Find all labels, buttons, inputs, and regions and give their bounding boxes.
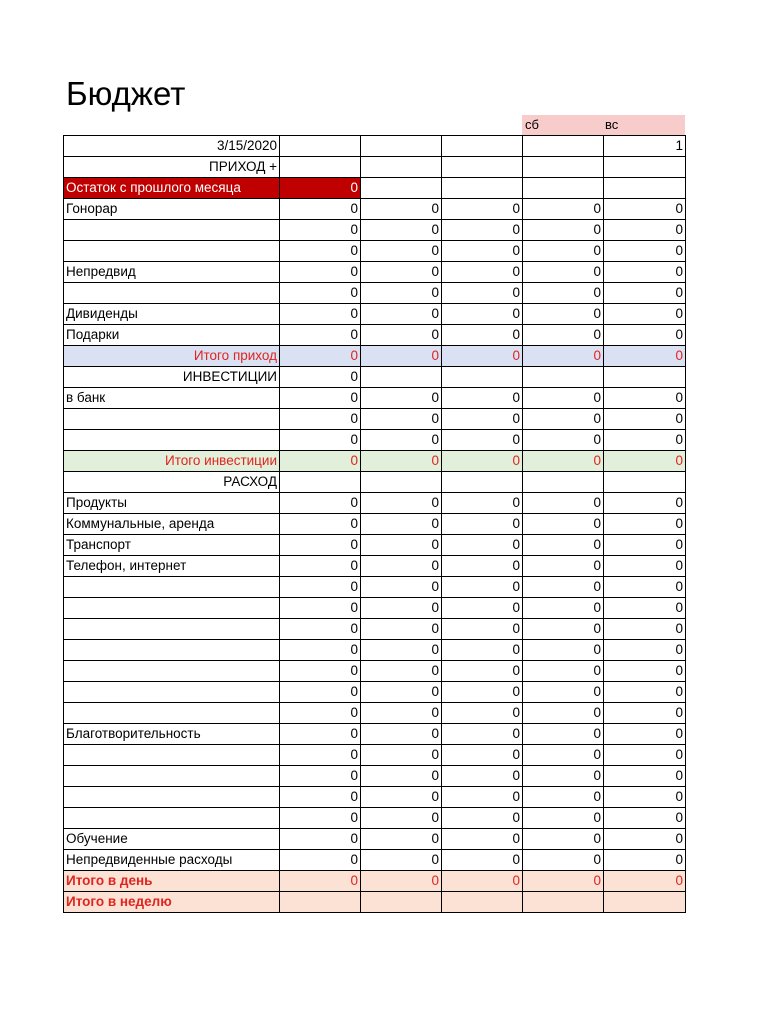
day-saturday: сб xyxy=(525,117,539,132)
value-cell[interactable]: 0 xyxy=(523,514,604,535)
income-row xyxy=(64,325,686,346)
value-cell[interactable]: 0 xyxy=(604,451,686,472)
value-cell[interactable]: 0 xyxy=(280,262,361,283)
expense-row xyxy=(64,745,686,766)
value-cell[interactable]: 0 xyxy=(604,556,686,577)
value-cell[interactable]: 0 xyxy=(361,682,442,703)
value-cell[interactable]: 0 xyxy=(280,367,361,388)
row-label[interactable]: Итого приход xyxy=(64,346,280,367)
row-label[interactable]: Подарки xyxy=(64,325,280,346)
empty-cell[interactable] xyxy=(442,178,523,199)
value-cell[interactable]: 0 xyxy=(280,871,361,892)
value-cell[interactable]: 0 xyxy=(442,388,523,409)
value-cell[interactable]: 0 xyxy=(361,619,442,640)
value-cell[interactable]: 0 xyxy=(442,871,523,892)
value-cell[interactable]: 0 xyxy=(280,787,361,808)
weekday-header xyxy=(522,115,685,135)
row-label[interactable]: Продукты xyxy=(64,493,280,514)
value-cell[interactable]: 0 xyxy=(523,451,604,472)
value-cell[interactable]: 0 xyxy=(280,514,361,535)
value-cell[interactable]: 0 xyxy=(361,829,442,850)
value-cell[interactable]: 0 xyxy=(604,829,686,850)
value-cell[interactable]: 0 xyxy=(523,787,604,808)
value-cell[interactable]: 0 xyxy=(361,514,442,535)
value-cell[interactable]: 0 xyxy=(361,241,442,262)
empty-cell[interactable] xyxy=(604,157,686,178)
value-cell[interactable]: 0 xyxy=(442,493,523,514)
value-cell[interactable]: 0 xyxy=(442,598,523,619)
value-cell[interactable]: 0 xyxy=(442,766,523,787)
value-cell[interactable]: 0 xyxy=(361,283,442,304)
value-cell[interactable]: 0 xyxy=(604,262,686,283)
empty-cell[interactable] xyxy=(604,367,686,388)
value-cell[interactable]: 0 xyxy=(604,871,686,892)
empty-cell[interactable] xyxy=(361,157,442,178)
value-cell[interactable]: 0 xyxy=(604,619,686,640)
section-title[interactable]: ПРИХОД + xyxy=(64,157,280,178)
income-section-header xyxy=(64,157,686,178)
income-row xyxy=(64,304,686,325)
daily-total-row xyxy=(64,871,686,892)
investment-row xyxy=(64,409,686,430)
expense-row xyxy=(64,493,686,514)
empty-cell[interactable] xyxy=(442,157,523,178)
income-row xyxy=(64,241,686,262)
value-cell[interactable]: 0 xyxy=(604,577,686,598)
value-cell[interactable]: 0 xyxy=(604,220,686,241)
value-cell[interactable]: 0 xyxy=(280,703,361,724)
income-total-row xyxy=(64,346,686,367)
income-row xyxy=(64,199,686,220)
value-cell[interactable]: 0 xyxy=(442,745,523,766)
value-cell[interactable]: 0 xyxy=(523,808,604,829)
value-cell[interactable]: 0 xyxy=(280,283,361,304)
prev-month-value[interactable]: 0 xyxy=(280,178,361,199)
row-label[interactable] xyxy=(64,619,280,640)
value-cell[interactable]: 0 xyxy=(523,640,604,661)
expense-row xyxy=(64,766,686,787)
row-label[interactable] xyxy=(64,766,280,787)
value-cell[interactable]: 0 xyxy=(361,598,442,619)
row-label[interactable]: Коммунальные, аренда xyxy=(64,514,280,535)
value-cell[interactable]: 0 xyxy=(604,598,686,619)
value-cell[interactable]: 0 xyxy=(442,850,523,871)
empty-cell[interactable] xyxy=(604,892,686,913)
value-cell[interactable]: 0 xyxy=(523,829,604,850)
value-cell[interactable]: 0 xyxy=(280,199,361,220)
empty-cell[interactable] xyxy=(523,472,604,493)
row-label[interactable]: Итого в неделю xyxy=(64,892,280,913)
value-cell[interactable]: 0 xyxy=(442,787,523,808)
value-cell[interactable]: 0 xyxy=(280,850,361,871)
value-cell[interactable]: 0 xyxy=(280,724,361,745)
value-cell[interactable]: 0 xyxy=(523,598,604,619)
value-cell[interactable]: 0 xyxy=(280,304,361,325)
value-cell[interactable]: 0 xyxy=(361,220,442,241)
value-cell[interactable]: 0 xyxy=(361,577,442,598)
value-cell[interactable]: 0 xyxy=(361,388,442,409)
value-cell[interactable]: 0 xyxy=(280,598,361,619)
value-cell[interactable]: 0 xyxy=(604,724,686,745)
value-cell[interactable]: 0 xyxy=(523,682,604,703)
empty-cell[interactable] xyxy=(523,367,604,388)
investments-section-header xyxy=(64,367,686,388)
row-label[interactable]: Телефон, интернет xyxy=(64,556,280,577)
row-label[interactable]: Транспорт xyxy=(64,535,280,556)
income-row xyxy=(64,262,686,283)
value-cell[interactable]: 0 xyxy=(361,556,442,577)
empty-cell[interactable] xyxy=(361,892,442,913)
value-cell[interactable]: 0 xyxy=(604,535,686,556)
empty-cell[interactable] xyxy=(523,892,604,913)
value-cell[interactable]: 0 xyxy=(280,493,361,514)
value-cell[interactable]: 0 xyxy=(442,619,523,640)
empty-cell[interactable] xyxy=(280,136,361,157)
expense-row xyxy=(64,661,686,682)
value-cell[interactable]: 0 xyxy=(280,745,361,766)
value-cell[interactable]: 0 xyxy=(442,262,523,283)
value-cell[interactable]: 0 xyxy=(280,535,361,556)
section-title[interactable]: ИНВЕСТИЦИИ xyxy=(64,367,280,388)
value-cell[interactable]: 0 xyxy=(523,745,604,766)
income-row xyxy=(64,220,686,241)
value-cell[interactable]: 0 xyxy=(361,199,442,220)
value-cell[interactable]: 0 xyxy=(442,535,523,556)
value-cell[interactable]: 0 xyxy=(604,388,686,409)
value-cell[interactable]: 0 xyxy=(442,220,523,241)
value-cell[interactable]: 0 xyxy=(523,346,604,367)
value-cell[interactable]: 0 xyxy=(523,703,604,724)
row-label[interactable] xyxy=(64,703,280,724)
empty-cell[interactable] xyxy=(523,157,604,178)
row-label[interactable] xyxy=(64,409,280,430)
value-cell[interactable]: 0 xyxy=(523,388,604,409)
value-cell[interactable]: 0 xyxy=(442,430,523,451)
date-cell[interactable]: 3/15/2020 xyxy=(64,136,280,157)
value-cell[interactable]: 0 xyxy=(604,304,686,325)
row-label[interactable]: Гонорар xyxy=(64,199,280,220)
value-cell[interactable]: 0 xyxy=(523,325,604,346)
expense-row xyxy=(64,724,686,745)
empty-cell[interactable] xyxy=(361,136,442,157)
expense-row xyxy=(64,829,686,850)
expense-row xyxy=(64,556,686,577)
value-cell[interactable]: 0 xyxy=(523,871,604,892)
investment-row xyxy=(64,430,686,451)
value-cell[interactable]: 0 xyxy=(361,808,442,829)
value-cell[interactable]: 0 xyxy=(280,556,361,577)
page-title: Бюджет xyxy=(66,75,186,112)
expense-row xyxy=(64,640,686,661)
value-cell[interactable]: 0 xyxy=(361,262,442,283)
day-sunday: вс xyxy=(605,117,619,132)
value-cell[interactable]: 0 xyxy=(361,346,442,367)
value-cell[interactable]: 0 xyxy=(523,430,604,451)
value-cell[interactable]: 0 xyxy=(280,682,361,703)
value-cell[interactable]: 0 xyxy=(361,535,442,556)
value-cell[interactable]: 0 xyxy=(604,241,686,262)
value-cell[interactable]: 0 xyxy=(604,745,686,766)
expense-row xyxy=(64,535,686,556)
row-label[interactable]: Благотворительность xyxy=(64,724,280,745)
row-label[interactable]: Обучение xyxy=(64,829,280,850)
row-label[interactable] xyxy=(64,598,280,619)
prev-month-label[interactable]: Остаток с прошлого месяца xyxy=(64,178,280,199)
empty-cell[interactable] xyxy=(523,136,604,157)
empty-cell[interactable] xyxy=(442,892,523,913)
value-cell[interactable]: 0 xyxy=(523,241,604,262)
value-cell[interactable]: 0 xyxy=(523,619,604,640)
empty-cell[interactable] xyxy=(442,367,523,388)
value-cell[interactable]: 0 xyxy=(361,325,442,346)
value-cell[interactable]: 0 xyxy=(442,325,523,346)
value-cell[interactable]: 0 xyxy=(442,829,523,850)
value-cell[interactable]: 0 xyxy=(442,808,523,829)
row-label[interactable]: в банк xyxy=(64,388,280,409)
expense-row xyxy=(64,682,686,703)
value-cell[interactable]: 0 xyxy=(604,493,686,514)
value-cell[interactable]: 0 xyxy=(280,388,361,409)
value-cell[interactable]: 0 xyxy=(442,199,523,220)
income-row xyxy=(64,283,686,304)
value-cell[interactable]: 0 xyxy=(280,220,361,241)
empty-cell[interactable] xyxy=(442,136,523,157)
value-cell[interactable]: 0 xyxy=(523,556,604,577)
investment-total-row xyxy=(64,451,686,472)
value-cell[interactable]: 0 xyxy=(604,409,686,430)
value-cell[interactable]: 0 xyxy=(523,304,604,325)
value-cell[interactable]: 0 xyxy=(604,283,686,304)
row-label[interactable] xyxy=(64,787,280,808)
expense-row xyxy=(64,598,686,619)
row-label[interactable] xyxy=(64,661,280,682)
empty-cell[interactable] xyxy=(604,472,686,493)
row-label[interactable] xyxy=(64,283,280,304)
expense-row xyxy=(64,808,686,829)
value-cell[interactable]: 0 xyxy=(361,430,442,451)
value-cell[interactable]: 0 xyxy=(523,262,604,283)
value-cell[interactable]: 0 xyxy=(280,661,361,682)
day-number-cell[interactable]: 1 xyxy=(604,136,686,157)
prev-month-row xyxy=(64,178,686,199)
empty-cell[interactable] xyxy=(280,472,361,493)
row-label[interactable] xyxy=(64,808,280,829)
expense-row xyxy=(64,619,686,640)
value-cell[interactable]: 0 xyxy=(604,199,686,220)
row-label[interactable]: Дивиденды xyxy=(64,304,280,325)
value-cell[interactable]: 0 xyxy=(361,451,442,472)
investment-row xyxy=(64,388,686,409)
value-cell[interactable]: 0 xyxy=(604,808,686,829)
value-cell[interactable]: 0 xyxy=(523,724,604,745)
value-cell[interactable]: 0 xyxy=(442,241,523,262)
value-cell[interactable]: 0 xyxy=(361,871,442,892)
budget-table xyxy=(63,135,686,913)
row-label[interactable] xyxy=(64,640,280,661)
value-cell[interactable]: 0 xyxy=(280,409,361,430)
expense-row xyxy=(64,703,686,724)
value-cell[interactable]: 0 xyxy=(604,661,686,682)
value-cell[interactable]: 0 xyxy=(604,346,686,367)
row-label[interactable] xyxy=(64,241,280,262)
value-cell[interactable]: 0 xyxy=(604,682,686,703)
empty-cell[interactable] xyxy=(280,892,361,913)
empty-cell[interactable] xyxy=(361,178,442,199)
empty-cell[interactable] xyxy=(361,367,442,388)
value-cell[interactable]: 0 xyxy=(523,766,604,787)
empty-cell[interactable] xyxy=(523,178,604,199)
value-cell[interactable]: 0 xyxy=(604,850,686,871)
value-cell[interactable]: 0 xyxy=(361,766,442,787)
row-label[interactable] xyxy=(64,682,280,703)
value-cell[interactable]: 0 xyxy=(523,199,604,220)
value-cell[interactable]: 0 xyxy=(523,577,604,598)
value-cell[interactable]: 0 xyxy=(361,304,442,325)
value-cell[interactable]: 0 xyxy=(604,514,686,535)
value-cell[interactable]: 0 xyxy=(280,325,361,346)
section-title[interactable]: РАСХОД xyxy=(64,472,280,493)
value-cell[interactable]: 0 xyxy=(604,430,686,451)
value-cell[interactable]: 0 xyxy=(523,283,604,304)
value-cell[interactable]: 0 xyxy=(361,724,442,745)
value-cell[interactable]: 0 xyxy=(442,514,523,535)
expense-row xyxy=(64,850,686,871)
value-cell[interactable]: 0 xyxy=(442,283,523,304)
value-cell[interactable]: 0 xyxy=(280,766,361,787)
value-cell[interactable]: 0 xyxy=(523,661,604,682)
value-cell[interactable]: 0 xyxy=(523,220,604,241)
value-cell[interactable]: 0 xyxy=(361,640,442,661)
value-cell[interactable]: 0 xyxy=(280,619,361,640)
value-cell[interactable]: 0 xyxy=(361,409,442,430)
value-cell[interactable]: 0 xyxy=(442,451,523,472)
value-cell[interactable]: 0 xyxy=(523,493,604,514)
weekly-total-row xyxy=(64,892,686,913)
value-cell[interactable]: 0 xyxy=(442,556,523,577)
value-cell[interactable]: 0 xyxy=(523,409,604,430)
value-cell[interactable]: 0 xyxy=(604,787,686,808)
value-cell[interactable]: 0 xyxy=(442,724,523,745)
value-cell[interactable]: 0 xyxy=(280,241,361,262)
expense-row xyxy=(64,577,686,598)
value-cell[interactable]: 0 xyxy=(604,703,686,724)
empty-cell[interactable] xyxy=(280,157,361,178)
value-cell[interactable]: 0 xyxy=(280,829,361,850)
row-label[interactable]: Итого инвестиции xyxy=(64,451,280,472)
empty-cell[interactable] xyxy=(442,472,523,493)
value-cell[interactable]: 0 xyxy=(604,766,686,787)
value-cell[interactable]: 0 xyxy=(604,640,686,661)
value-cell[interactable]: 0 xyxy=(280,430,361,451)
value-cell[interactable]: 0 xyxy=(361,493,442,514)
row-label[interactable] xyxy=(64,577,280,598)
empty-cell[interactable] xyxy=(604,178,686,199)
value-cell[interactable]: 0 xyxy=(280,451,361,472)
value-cell[interactable]: 0 xyxy=(442,682,523,703)
row-label[interactable]: Итого в день xyxy=(64,871,280,892)
value-cell[interactable]: 0 xyxy=(280,577,361,598)
empty-cell[interactable] xyxy=(361,472,442,493)
value-cell[interactable]: 0 xyxy=(442,346,523,367)
expense-row xyxy=(64,514,686,535)
value-cell[interactable]: 0 xyxy=(523,850,604,871)
date-row xyxy=(64,136,686,157)
value-cell[interactable]: 0 xyxy=(442,640,523,661)
value-cell[interactable]: 0 xyxy=(361,703,442,724)
value-cell[interactable]: 0 xyxy=(442,409,523,430)
value-cell[interactable]: 0 xyxy=(523,535,604,556)
value-cell[interactable]: 0 xyxy=(361,850,442,871)
value-cell[interactable]: 0 xyxy=(280,808,361,829)
value-cell[interactable]: 0 xyxy=(442,661,523,682)
expense-row xyxy=(64,787,686,808)
value-cell[interactable]: 0 xyxy=(442,577,523,598)
row-label[interactable]: Непредвиденные расходы xyxy=(64,850,280,871)
row-label[interactable] xyxy=(64,430,280,451)
row-label[interactable] xyxy=(64,745,280,766)
value-cell[interactable]: 0 xyxy=(442,304,523,325)
value-cell[interactable]: 0 xyxy=(442,703,523,724)
value-cell[interactable]: 0 xyxy=(280,640,361,661)
value-cell[interactable]: 0 xyxy=(361,661,442,682)
value-cell[interactable]: 0 xyxy=(280,346,361,367)
row-label[interactable]: Непредвид xyxy=(64,262,280,283)
row-label[interactable] xyxy=(64,220,280,241)
value-cell[interactable]: 0 xyxy=(361,787,442,808)
value-cell[interactable]: 0 xyxy=(361,745,442,766)
value-cell[interactable]: 0 xyxy=(604,325,686,346)
expenses-section-header xyxy=(64,472,686,493)
